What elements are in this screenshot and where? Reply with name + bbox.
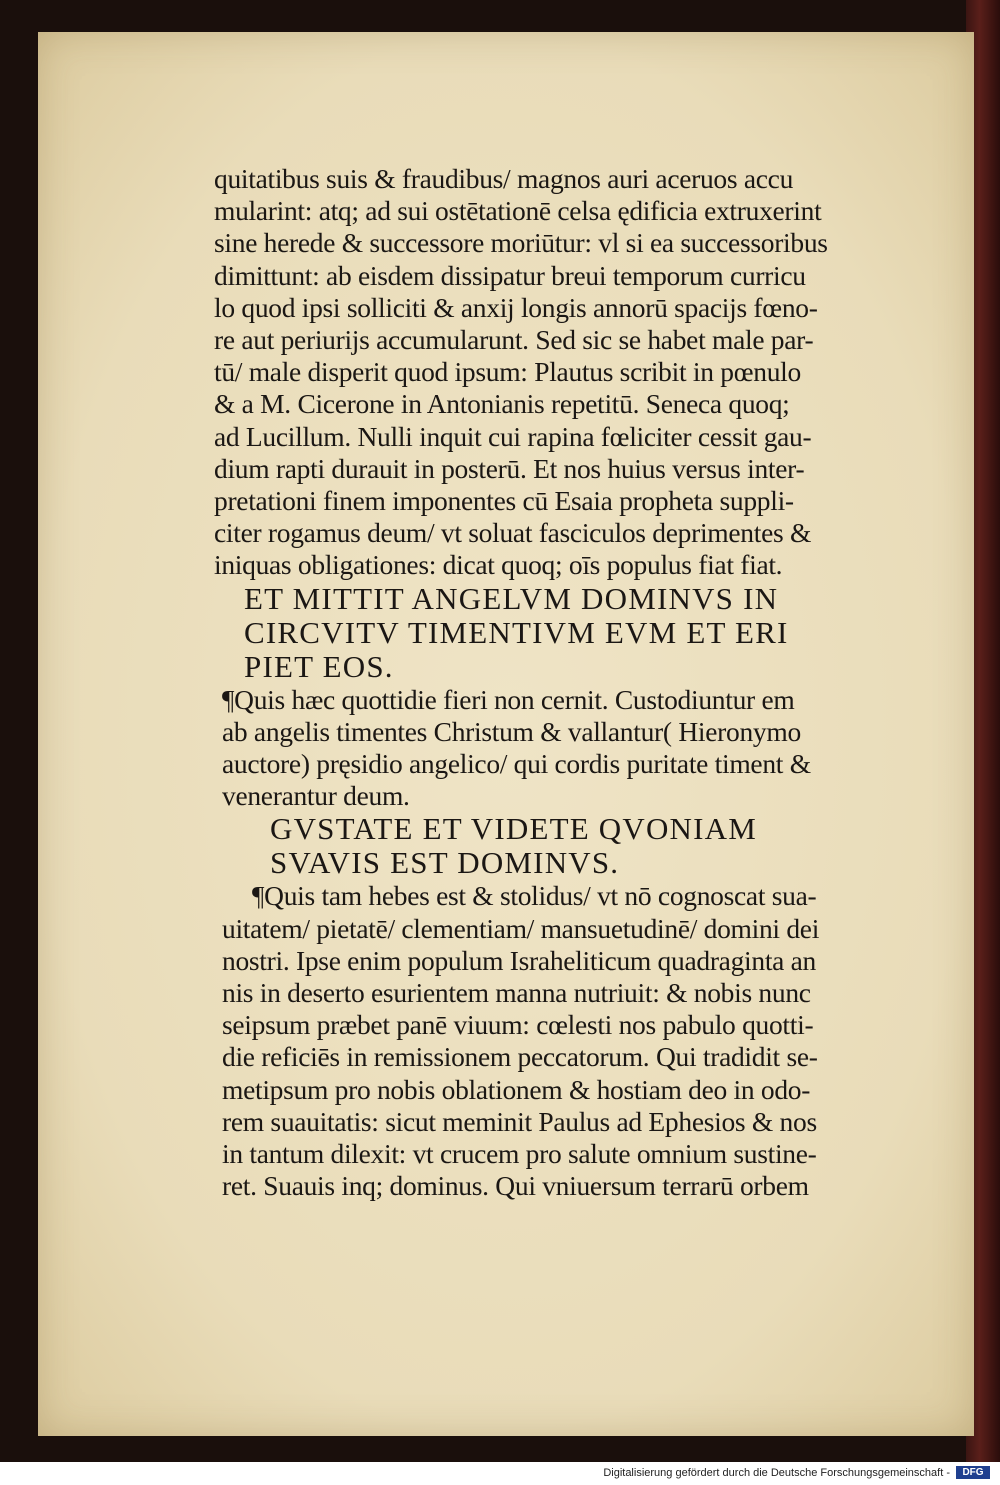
text-line: & a M. Cicerone in Antonianis repetitū. Seneca quoq; — [214, 388, 790, 420]
text-line: dimittunt: ab eisdem dissipatur breui temporum curricu — [214, 259, 806, 291]
text-line: ab angelis timentes Christum & vallantur( Hieronymo — [222, 715, 801, 747]
page-text — [214, 163, 894, 1202]
text-line: rem suauitatis: sicut meminit Paulus ad Ephesios & nos — [222, 1105, 817, 1137]
text-line: in tantum dilexit: vt crucem pro salute omnium sustine- — [222, 1138, 817, 1170]
heading-line: CIRCVITV TIMENTIVM EVM ET ERI — [244, 614, 789, 650]
text-line: venerantur deum. — [222, 780, 410, 812]
footer-credit: Digitalisierung gefördert durch die Deutsche Forschungsgemeinschaft - — [603, 1467, 950, 1479]
text-line: citer rogamus deum/ vt soluat fasciculos deprimentes & — [214, 517, 812, 549]
text-line: re aut periurijs accumularunt. Sed sic se habet male par- — [214, 324, 814, 356]
text-line: mularint: atq; ad sui ostētationē celsa ędificia extruxerint — [214, 195, 822, 227]
text-line: pretationi finem imponentes cū Esaia propheta suppli- — [214, 485, 794, 517]
text-line: auctore) pręsidio angelico/ qui cordis puritate timent & — [222, 748, 811, 780]
text-line: seipsum præbet panē viuum: cœlesti nos pabulo quotti- — [222, 1009, 814, 1041]
heading-line: GVSTATE ET VIDETE QVONIAM — [270, 811, 758, 847]
text-line: ¶Quis hæc quottidie fieri non cernit. Custodiuntur em — [222, 683, 795, 715]
text-line: quitatibus suis & fraudibus/ magnos auri aceruos accu — [214, 163, 794, 194]
heading-line: SVAVIS EST DOMINVS. — [270, 845, 620, 881]
text-line: metipsum pro nobis oblationem & hostiam deo in odo- — [222, 1073, 811, 1105]
text-line: lo quod ipsi solliciti & anxij longis annorū spacijs fœno- — [214, 291, 818, 323]
text-line: dium rapti durauit in posterū. Et nos huius versus inter- — [214, 452, 805, 484]
dfg-logo: DFG — [956, 1466, 990, 1479]
text-line: ¶Quis tam hebes est & stolidus/ vt nō cognoscat sua- — [252, 880, 817, 912]
text-line: ret. Suauis inq; dominus. Qui vniuersum terrarū orbem — [222, 1170, 809, 1202]
text-line: tū/ male disperit quod ipsum: Plautus scribit in pœnulo — [214, 356, 801, 388]
text-line: ad Lucillum. Nulli inquit cui rapina fœliciter cessit gau- — [214, 420, 812, 452]
text-line: die reficiēs in remissionem peccatorum. Qui tradidit se- — [222, 1041, 818, 1073]
text-line: uitatem/ pietatē/ clementiam/ mansuetudinē/ domini dei — [222, 912, 820, 944]
text-line: nostri. Ipse enim populum Israheliticum quadraginta an — [222, 944, 816, 976]
text-line: nis in deserto esurientem manna nutriuit: & nobis nunc — [222, 977, 811, 1009]
heading-line: ET MITTIT ANGELVM DOMINVS IN — [244, 580, 779, 616]
text-line: iniquas obligationes: dicat quoq; oīs populus fiat fiat. — [214, 549, 783, 581]
text-line: sine herede & successore moriūtur: vl si ea successoribus — [214, 227, 828, 259]
heading-line: PIET EOS. — [244, 648, 394, 684]
